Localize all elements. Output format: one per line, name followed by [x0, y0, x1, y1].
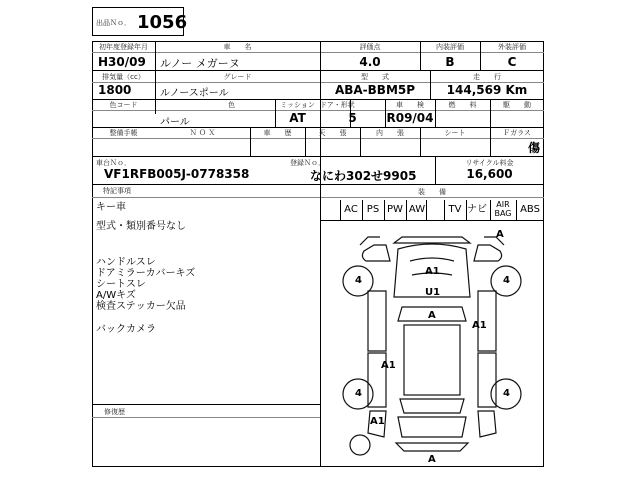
- right-mirror: [474, 245, 502, 261]
- car-name: ルノー メガーヌ: [160, 57, 240, 70]
- damage-mark: U1: [425, 287, 441, 298]
- damage-mark: A: [428, 454, 436, 465]
- mileage-label: 走 行: [473, 73, 501, 81]
- tire-rr-depth: 4: [503, 388, 510, 399]
- first-registration: H30/09: [98, 55, 146, 69]
- damage-mark: A1: [370, 416, 385, 427]
- manual-label: 整備手帳: [109, 129, 138, 137]
- glass-value: 傷: [527, 141, 540, 155]
- recycle-value: 16,600: [466, 167, 513, 181]
- grade-label: グレード: [223, 73, 252, 81]
- note-line: ドアミラーカバーキズ: [96, 268, 196, 279]
- notes-section-3: [96, 324, 156, 335]
- rear-glass: [400, 399, 464, 413]
- divider: [92, 156, 544, 157]
- repair-label: 修復歴: [104, 408, 125, 416]
- left-fender: [360, 237, 380, 245]
- tire-fr-depth: 4: [503, 275, 510, 286]
- seat-label: シート: [444, 129, 466, 137]
- lot-box: [92, 7, 188, 36]
- damage-mark: A1: [381, 360, 396, 371]
- glass-label: Ｆガラス: [503, 129, 531, 137]
- equipment-label: 装 備: [418, 188, 446, 196]
- inspection-label: 車 検: [396, 101, 424, 109]
- fuel-label: 燃 料: [448, 101, 477, 109]
- equip-abs: ABS: [516, 200, 543, 220]
- notes-section-1: [96, 202, 186, 232]
- model-label: 型 式: [361, 73, 389, 81]
- tire-fl-depth: 4: [355, 275, 362, 286]
- front-bumper: [394, 237, 470, 243]
- lot-label: 出品Ｎｏ．: [96, 19, 131, 27]
- equip-airbag: AIR BAG: [490, 200, 515, 220]
- nox-label: Ｎ Ｏ Ｘ: [189, 129, 216, 137]
- color-label: 色: [228, 101, 235, 109]
- equip-navi: ナビ: [466, 200, 487, 220]
- doors-value: 5: [348, 111, 357, 125]
- interior-label: 内装評価: [436, 43, 464, 51]
- spare-tire: [350, 435, 370, 455]
- color-code-label: 色コード: [109, 101, 138, 109]
- equip-blank: [426, 200, 445, 220]
- mission-label: ミッション: [280, 101, 315, 109]
- right-rear-door: [478, 353, 496, 407]
- doors-label: ドア・形状: [320, 101, 355, 109]
- exterior-grade: C: [507, 55, 517, 69]
- lot-number: 1056: [137, 12, 188, 33]
- model-code: ABA-BBM5P: [334, 83, 416, 97]
- divider: [92, 404, 320, 405]
- equip-ac: AC: [340, 200, 361, 220]
- note-line: A/Wキズ: [96, 290, 136, 301]
- divider: [92, 52, 544, 53]
- grade-value: ルノースポール: [160, 88, 229, 99]
- left-front-door: [368, 291, 386, 351]
- note-line: ハンドルスレ: [96, 257, 156, 268]
- damage-mark: A1: [472, 320, 487, 331]
- interior-top-label: 内 張: [376, 129, 404, 137]
- vin-label: 車台Ｎｏ．: [96, 159, 131, 167]
- divider: [92, 197, 544, 198]
- trunk: [398, 417, 466, 437]
- mileage-value: 144,569 Km: [446, 83, 528, 97]
- damage-mark: A: [496, 229, 504, 240]
- reg-label: 登録Ｎｏ．: [290, 159, 325, 167]
- car-damage-diagram: [320, 221, 544, 467]
- divider: [92, 138, 544, 139]
- equip-ps: PS: [362, 200, 383, 220]
- name-label: 車 名: [223, 43, 252, 51]
- rear-bumper: [396, 443, 468, 451]
- color-value: パール: [160, 117, 190, 128]
- hood-line: [410, 258, 454, 261]
- equip-pw: PW: [384, 200, 405, 220]
- note-line: バックカメラ: [96, 324, 156, 335]
- tire-rl-depth: 4: [355, 388, 362, 399]
- divider: [92, 417, 320, 418]
- roof: [404, 325, 460, 395]
- sunroof-label: 天 張: [318, 129, 347, 137]
- note-line: キー車: [96, 202, 126, 213]
- exterior-label: 外装評価: [498, 43, 526, 51]
- interior-grade: B: [445, 55, 455, 69]
- note-line: 検査ステッカー欠品: [96, 301, 186, 312]
- cc-label: 排気量（cc）: [102, 73, 145, 81]
- right-quarter: [478, 411, 496, 437]
- score-value: 4.0: [359, 55, 381, 69]
- vin-value: VF1RFB005J-0778358: [104, 167, 250, 181]
- notes-label: 特記事項: [103, 187, 131, 195]
- drive-label: 駆 動: [503, 101, 531, 109]
- damage-mark: A1: [425, 266, 440, 277]
- divider: [92, 184, 544, 185]
- damage-mark: A: [428, 310, 436, 321]
- reg-value: なにわ302せ9905: [310, 169, 417, 183]
- mission-value: AT: [289, 111, 306, 125]
- displacement: 1800: [98, 83, 132, 97]
- equip-aw: AW: [406, 200, 427, 220]
- inspection-value: R09/04: [386, 111, 434, 125]
- left-mirror: [362, 245, 390, 261]
- history-label: 車 歴: [263, 129, 292, 137]
- year-label: 初年度登録年月: [99, 43, 148, 51]
- equip-tv: TV: [444, 200, 465, 220]
- note-line: 型式・類別番号なし: [96, 221, 186, 232]
- recycle-label: リサイクル料金: [465, 159, 514, 167]
- note-line: シートスレ: [96, 279, 146, 290]
- notes-section-2: [96, 257, 195, 312]
- score-label: 評価点: [359, 43, 381, 51]
